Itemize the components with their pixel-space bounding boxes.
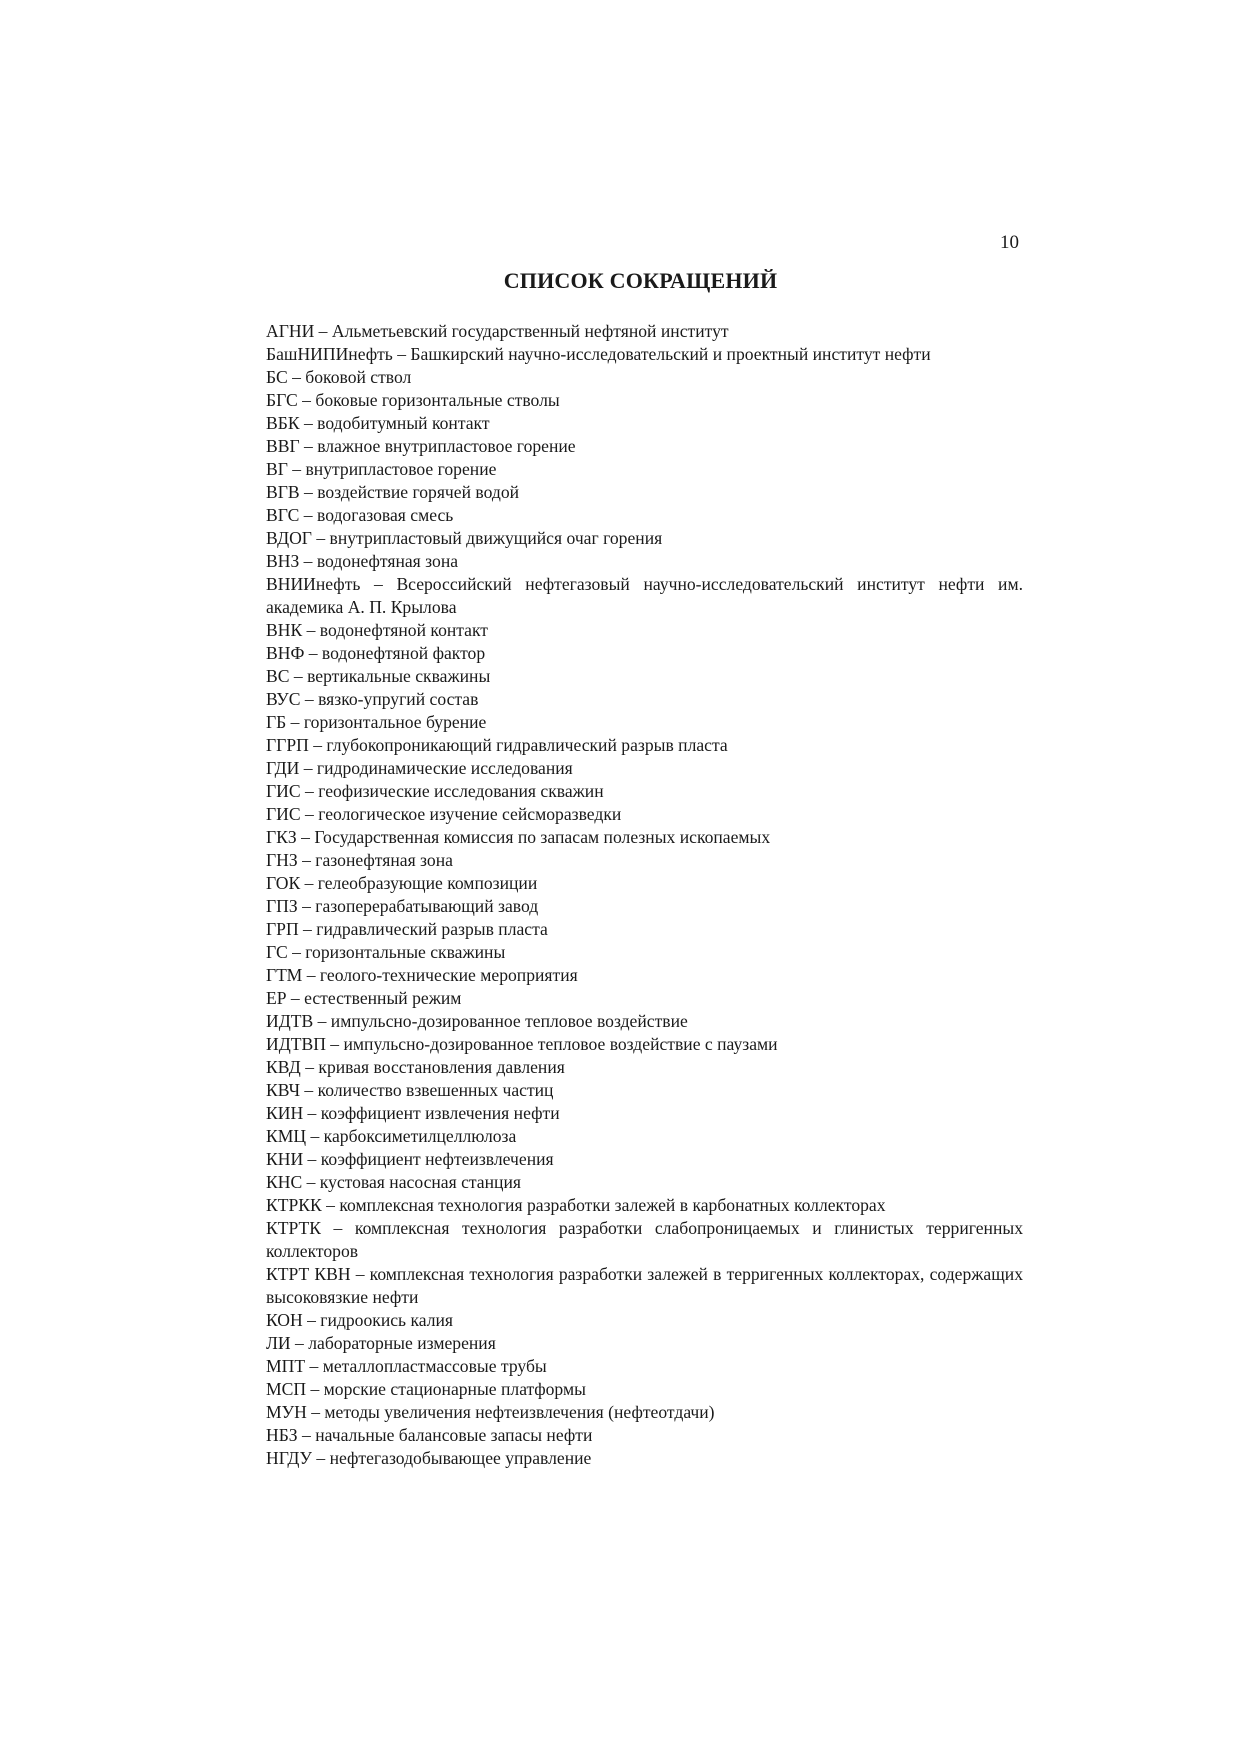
abbreviation-item: ГОК – гелеобразующие композиции: [266, 873, 538, 893]
abbreviation-item: КТРТК – комплексная технология разработки слабопроницаемых и глинистых терригенных коллекторов: [266, 1218, 1023, 1261]
abbreviation-item: ГГРП – глубокопроникающий гидравлический разрыв пласта: [266, 735, 728, 755]
abbreviation-item: ГКЗ – Государственная комиссия по запасам полезных ископаемых: [266, 827, 771, 847]
abbreviation-item: ГТМ – геолого-технические мероприятия: [266, 965, 578, 985]
abbreviation-item: КВЧ – количество взвешенных частиц: [266, 1080, 554, 1100]
abbreviation-item: ВБК – водобитумный контакт: [266, 413, 490, 433]
abbreviation-item: КОН – гидроокись калия: [266, 1310, 454, 1330]
abbreviation-item: КНС – кустовая насосная станция: [266, 1172, 521, 1192]
abbreviation-list: [266, 320, 1023, 1470]
abbreviation-item: КТРТ КВН – комплексная технология разработки залежей в терригенных коллекторах, содержащих высоковязкие нефти: [266, 1264, 1023, 1307]
abbreviation-item: ВНФ – водонефтяной фактор: [266, 643, 486, 663]
abbreviation-item: КМЦ – карбоксиметилцеллюлоза: [266, 1126, 517, 1146]
page-number: 10: [1000, 232, 1019, 253]
abbreviation-item: БашНИПИнефть – Башкирский научно-исследовательский и проектный институт нефти: [266, 344, 931, 364]
abbreviation-item: АГНИ – Альметьевский государственный нефтяной институт: [266, 321, 729, 341]
abbreviation-item: ВНЗ – водонефтяная зона: [266, 551, 459, 571]
abbreviation-item: МСП – морские стационарные платформы: [266, 1379, 586, 1399]
abbreviation-item: ВГС – водогазовая смесь: [266, 505, 454, 525]
abbreviation-item: КТРКК – комплексная технология разработки залежей в карбонатных коллекторах: [266, 1195, 886, 1215]
abbreviation-item: НГДУ – нефтегазодобывающее управление: [266, 1448, 592, 1468]
abbreviation-item: ЛИ – лабораторные измерения: [266, 1333, 496, 1353]
abbreviation-item: БС – боковой ствол: [266, 367, 412, 387]
abbreviation-item: ГНЗ – газонефтяная зона: [266, 850, 453, 870]
abbreviation-item: ГРП – гидравлический разрыв пласта: [266, 919, 548, 939]
abbreviation-item: ИДТВ – импульсно-дозированное тепловое воздействие: [266, 1011, 688, 1031]
abbreviation-item: ВГ – внутрипластовое горение: [266, 459, 497, 479]
abbreviation-item: ГПЗ – газоперерабатывающий завод: [266, 896, 539, 916]
abbreviation-item: ВНИИнефть – Всероссийский нефтегазовый научно-исследовательский институт нефти им. академика А. П. Крылова: [266, 574, 1023, 617]
abbreviation-item: НБЗ – начальные балансовые запасы нефти: [266, 1425, 593, 1445]
abbreviation-item: МПТ – металлопластмассовые трубы: [266, 1356, 547, 1376]
abbreviation-item: ГИС – геофизические исследования скважин: [266, 781, 604, 801]
abbreviation-item: ВС – вертикальные скважины: [266, 666, 491, 686]
abbreviation-item: ВГВ – воздействие горячей водой: [266, 482, 520, 502]
abbreviation-item: ВНК – водонефтяной контакт: [266, 620, 488, 640]
abbreviation-item: ГИС – геологическое изучение сейсморазведки: [266, 804, 622, 824]
abbreviation-item: ГБ – горизонтальное бурение: [266, 712, 487, 732]
abbreviation-item: ВУС – вязко-упругий состав: [266, 689, 479, 709]
abbreviation-item: ГДИ – гидродинамические исследования: [266, 758, 573, 778]
abbreviation-item: ГС – горизонтальные скважины: [266, 942, 506, 962]
abbreviation-item: ЕР – естественный режим: [266, 988, 462, 1008]
abbreviation-item: МУН – методы увеличения нефтеизвлечения (нефтеотдачи): [266, 1402, 715, 1422]
abbreviation-item: КИН – коэффициент извлечения нефти: [266, 1103, 560, 1123]
abbreviation-item: ИДТВП – импульсно-дозированное тепловое воздействие с паузами: [266, 1034, 778, 1054]
abbreviation-item: ВДОГ – внутрипластовый движущийся очаг горения: [266, 528, 663, 548]
abbreviation-item: БГС – боковые горизонтальные стволы: [266, 390, 560, 410]
abbreviation-item: КНИ – коэффициент нефтеизвлечения: [266, 1149, 554, 1169]
page-title: СПИСОК СОКРАЩЕНИЙ: [503, 268, 778, 293]
abbreviation-item: ВВГ – влажное внутрипластовое горение: [266, 436, 576, 456]
abbreviation-item: КВД – кривая восстановления давления: [266, 1057, 565, 1077]
